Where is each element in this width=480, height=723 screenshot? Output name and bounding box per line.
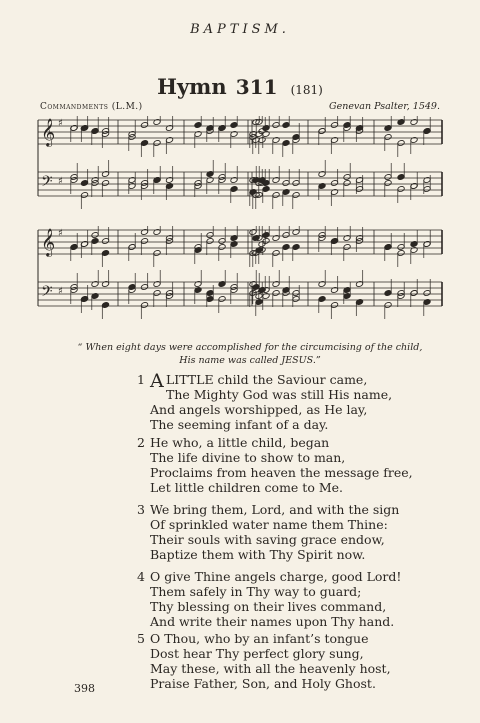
verse-line: Them safely in Thy way to guard; [150,584,362,599]
note-head [91,293,99,300]
note-head [153,250,161,257]
note-head [153,119,161,126]
epigraph-line-2: His name was called JESUS.” [179,355,321,366]
music-system-1 [36,116,444,214]
note-head [165,137,173,144]
note-head [272,290,280,297]
note-head [218,238,226,245]
note-head [218,281,226,288]
note-head [282,244,290,251]
note-head [272,122,280,129]
verse-number: 1 [137,372,145,387]
note-head [80,125,88,132]
note-head [423,186,431,193]
verse-line: The seeming infant of a day. [150,417,329,432]
note-head [140,183,148,190]
note-head [128,177,136,184]
note-head [194,287,202,294]
hymn-number: 311 [235,75,278,99]
note-head [80,180,88,187]
note-head [80,192,88,199]
note-head [292,296,300,303]
verse-dropcap: A [150,370,164,392]
note-head [230,287,238,294]
verse-line: Let little children come to Me. [150,480,343,495]
note-head [410,247,418,254]
note-head [91,281,99,288]
note-head [206,177,214,184]
note-head [255,299,263,306]
note-head [343,235,351,242]
note-head [384,290,392,297]
note-head [218,244,226,251]
note-head [318,183,326,190]
note-head [194,131,202,138]
note-head [397,186,405,193]
note-head [206,296,214,303]
note-head [153,140,161,147]
note-head [318,128,326,135]
note-head [272,235,280,242]
note-head [101,131,109,138]
bass-clef-icon: 𝄢 [41,283,53,304]
note-head [330,189,338,196]
note-head [230,186,238,193]
note-head [343,244,351,251]
note-head [343,293,351,300]
verse-line: We bring them, Lord, and with the sign [150,502,400,517]
note-head [218,125,226,132]
note-head [384,125,392,132]
note-head [410,290,418,297]
bass-clef-icon: 𝄢 [41,173,53,194]
note-head [410,119,418,126]
note-head [194,122,202,129]
note-head [101,250,109,257]
treble-clef-icon: 𝄞 [41,118,56,146]
note-head [70,244,78,251]
note-head [140,238,148,245]
verse-line: He who, a little child, began [150,435,330,450]
hymn-heading [0,74,480,99]
note-head [230,177,238,184]
note-head [330,302,338,309]
note-head [140,284,148,291]
note-head [70,177,78,184]
note-head [153,177,161,184]
note-head [80,296,88,303]
note-head [318,281,326,288]
note-head [91,238,99,245]
note-head [292,180,300,187]
verse-line: LITTLE child the Saviour came, [166,372,368,387]
note-head [101,238,109,245]
verse-line: Praise Father, Son, and Holy Ghost. [150,676,376,691]
note-head [355,299,363,306]
note-head [206,238,214,245]
note-head [423,290,431,297]
note-head [194,247,202,254]
verse-line: May these, with all the heavenly host, [150,661,391,676]
note-head [282,189,290,196]
note-head [282,122,290,129]
note-head [355,125,363,132]
tune-source: Genevan Psalter, 1549. [328,101,440,112]
note-head [343,180,351,187]
note-head [384,302,392,309]
note-head [343,174,351,181]
note-head [101,302,109,309]
note-head [194,281,202,288]
note-head [330,238,338,245]
verse-number: 2 [137,435,145,450]
note-head [272,177,280,184]
note-head [194,180,202,187]
verse-line: O Thou, who by an infant’s tongue [150,631,369,646]
verse-line: Dost hear Thy perfect glory sung, [150,646,364,661]
note-head [330,180,338,187]
note-head [355,235,363,242]
verse-line: And angels worshipped, as He lay, [150,402,368,417]
note-head [218,177,226,184]
verse-number: 4 [137,569,145,584]
verse-line: And write their names upon Thy hand. [150,614,395,629]
note-head [397,290,405,297]
note-head [206,232,214,239]
note-head [318,296,326,303]
verse-line: Proclaims from heaven the message free, [150,465,413,480]
note-head [292,192,300,199]
note-head [423,241,431,248]
verse-line: Thy blessing on their lives command, [150,599,387,614]
note-head [355,281,363,288]
note-head [423,128,431,135]
note-head [80,241,88,248]
note-head [91,128,99,135]
sharp-icon: ♯ [58,228,63,239]
hymn-alt-number: (181) [290,83,323,97]
note-head [410,241,418,248]
hymn-word: Hymn [157,74,227,99]
note-head [70,125,78,132]
note-head [384,174,392,181]
note-head [153,290,161,297]
note-head [262,232,270,239]
note-head [70,287,78,294]
note-head [91,180,99,187]
note-head [140,122,148,129]
note-head [165,238,173,245]
note-head [128,134,136,141]
note-head [206,290,214,297]
treble-clef-icon: 𝄞 [41,228,56,256]
verse-line: Of sprinkled water name them Thine: [150,517,388,532]
note-head [230,241,238,248]
note-head [153,281,161,288]
note-head [423,299,431,306]
verse-number: 5 [137,631,145,646]
note-head [230,131,238,138]
music-system-2 [36,226,444,326]
page-number: 398 [74,682,95,695]
note-head [272,281,280,288]
note-head [272,192,280,199]
note-head [101,281,109,288]
note-head [282,180,290,187]
verse-line: The Mighty God was still His name, [166,387,393,402]
note-head [423,177,431,184]
note-head [318,171,326,178]
note-head [330,287,338,294]
note-head [318,235,326,242]
note-head [410,137,418,144]
note-head [292,290,300,297]
tune-name: Commandments (L.M.) [40,102,143,112]
note-head [165,177,173,184]
section-title: BAPTISM. [190,22,290,37]
note-head [140,229,148,236]
note-head [397,174,405,181]
note-head [91,232,99,239]
verse-line: Their souls with saving grace endow, [150,532,385,547]
note-head [397,250,405,257]
epigraph-line-1: “ When eight days were accomplished for the circumcising of the child, [77,342,423,353]
verse-line: The life divine to show to man, [150,450,346,465]
note-head [165,125,173,132]
note-head [397,119,405,126]
note-head [343,287,351,294]
note-head [140,302,148,309]
sharp-icon: ♯ [58,176,63,187]
note-head [101,171,109,178]
note-head [206,171,214,178]
note-head [165,183,173,190]
note-head [206,125,214,132]
note-head [355,177,363,184]
verse-line: O give Thine angels charge, good Lord! [150,569,402,584]
note-head [272,250,280,257]
note-head [272,137,280,144]
note-head [153,229,161,236]
note-head [384,180,392,187]
note-head [397,244,405,251]
note-head [128,183,136,190]
note-head [262,125,270,132]
verse-number: 3 [137,502,145,517]
note-head [249,229,257,236]
note-head [355,186,363,193]
verse-line: Baptize them with Thy Spirit now. [150,547,366,562]
note-head [262,186,270,193]
note-head [330,122,338,129]
note-head [140,140,148,147]
note-head [282,140,290,147]
note-head [397,140,405,147]
note-head [262,131,270,138]
note-head [384,134,392,141]
note-head [230,122,238,129]
note-head [128,244,136,251]
note-head [330,137,338,144]
note-head [282,232,290,239]
epigraph [60,341,440,367]
sharp-icon: ♯ [58,118,63,129]
note-head [218,296,226,303]
note-head [101,180,109,187]
note-head [262,293,270,300]
note-head [410,183,418,190]
note-head [292,244,300,251]
note-head [165,290,173,297]
note-head [292,229,300,236]
sharp-icon: ♯ [58,286,63,297]
note-head [230,235,238,242]
